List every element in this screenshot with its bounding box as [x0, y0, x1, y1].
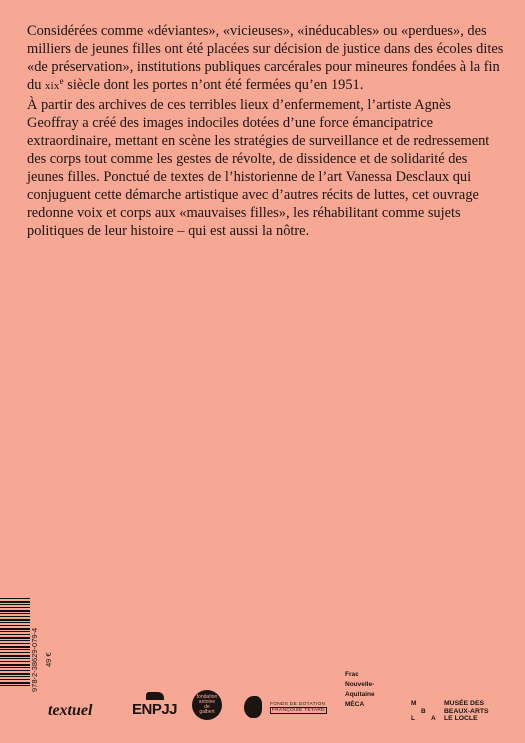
musee-des-beaux-arts-le-locle-logo: MUSÉE DES BEAUX-ARTS LE LOCLE	[444, 700, 489, 722]
blurb-paragraph-2: À partir des archives de ces terribles lieux d’enfermement, l’artiste Agnès Geoffray a créé des images indociles dotées d’une force émancipatrice extraordinaire, mettant en scène les stratégies de surveillance et de redressement des corps tout comme les gestes de révolte, de dissidence et de solidarité des jeunes filles. Ponctué de textes de l’historienne de l’art Vanessa Desclaux qui conjuguent cette démarche artistique avec d’autres récits de luttes, cet ouvrage redonne voix et corps aux «mauvaises filles», les réhabilitant comme sujets politiques de leur histoire – qui est aussi la nôtre.	[27, 97, 490, 239]
fonds-de-dotation-logo: FONDS DE DOTATION FRANÇOISE TÉTARD	[270, 702, 326, 713]
isbn-number: 978-2-38629-079-4	[30, 627, 39, 692]
back-cover-blurb	[27, 22, 505, 240]
century-numeral: xix	[45, 81, 60, 92]
mbla-logo: M B L A	[411, 700, 436, 722]
price: 49 €	[44, 652, 53, 667]
isbn-barcode	[0, 598, 30, 688]
fondation-antoine-de-galbert-logo: fondation antoine de galbert	[192, 690, 222, 720]
blurb-paragraph-1: Considérées comme «déviantes», «vicieuses», «inéducables» ou «perdues», des milliers de jeunes filles ont été placées sur décision de justice dans des écoles dites «de préservation», institutions publiques carcérales pour mineures fondées à la fin du xix$^e$ siècle dont les portes n’ont été fermées qu’en 1951.	[27, 23, 504, 93]
enpjj-logo: ENPJJ	[132, 701, 178, 718]
profile-silhouette-icon	[244, 696, 262, 718]
textuel-logo: textuel	[48, 702, 93, 719]
century-superscript: e	[59, 76, 64, 86]
frac-nouvelle-aquitaine-logo: Frac Nouvelle- Aquitaine MÉCA	[345, 671, 375, 708]
enpjj-mark-icon	[146, 692, 164, 700]
